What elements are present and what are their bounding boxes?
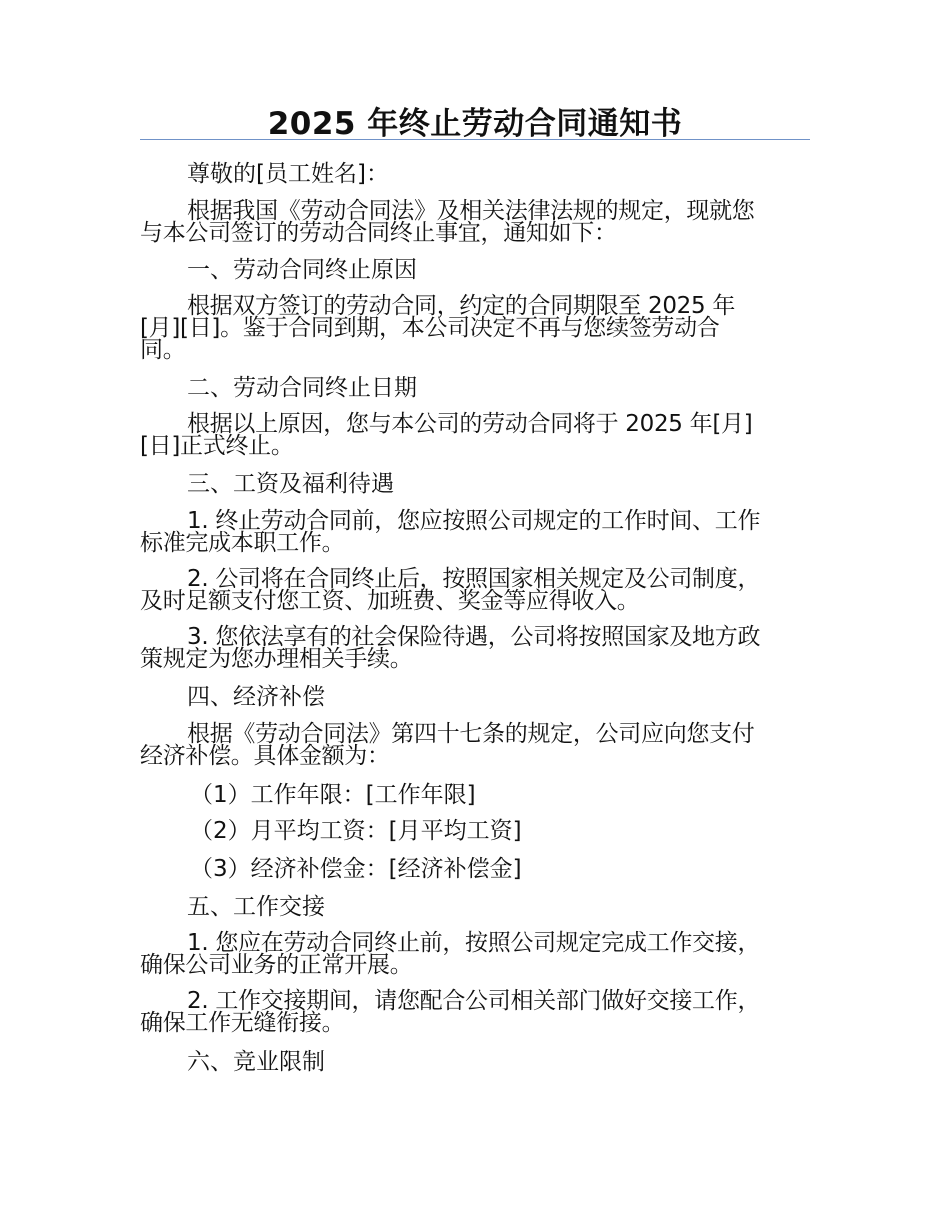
section-6-heading: 六、竞业限制 xyxy=(187,1049,325,1075)
intro-line-2: 与本公司签订的劳动合同终止事宜，通知如下： xyxy=(140,220,617,246)
section-4-item-1: （1）工作年限：[工作年限] xyxy=(190,782,476,808)
section-5-item-2-line-2: 确保工作无缝衔接。 xyxy=(140,1010,345,1036)
section-3-item-2-line-1: 2. 公司将在合同终止后，按照国家相关规定及公司制度， xyxy=(187,566,761,592)
section-2-heading: 二、劳动合同终止日期 xyxy=(187,375,417,401)
salutation: 尊敬的[员工姓名]： xyxy=(187,161,389,187)
section-3-item-3-line-1: 3. 您依法享有的社会保险待遇，公司将按照国家及地方政 xyxy=(187,624,761,650)
intro-paragraph xyxy=(140,200,820,244)
section-4-paragraph xyxy=(140,723,820,767)
section-2-paragraph xyxy=(140,413,820,457)
section-3-item-2-line-2: 及时足额支付您工资、加班费、奖金等应得收入。 xyxy=(140,588,640,614)
section-3-item-3 xyxy=(140,626,820,670)
section-5-item-2 xyxy=(140,990,820,1034)
section-3-item-3-line-2: 策规定为您办理相关手续。 xyxy=(140,646,413,672)
section-5-item-1 xyxy=(140,932,820,976)
title-underline xyxy=(140,139,810,140)
section-5-item-1-line-1: 1. 您应在劳动合同终止前，按照公司规定完成工作交接， xyxy=(187,930,761,956)
section-3-item-2 xyxy=(140,568,820,612)
section-1-line-1: 根据双方签订的劳动合同，约定的合同期限至 2025 年 xyxy=(187,293,736,319)
section-1-heading: 一、劳动合同终止原因 xyxy=(187,257,417,283)
section-4-line-2: 经济补偿。具体金额为： xyxy=(140,743,390,769)
section-5-item-1-line-2: 确保公司业务的正常开展。 xyxy=(140,952,413,978)
section-1-paragraph xyxy=(140,295,820,361)
section-4-heading: 四、经济补偿 xyxy=(187,684,325,710)
section-2-line-1: 根据以上原因，您与本公司的劳动合同将于 2025 年[月] xyxy=(187,411,753,437)
section-3-item-1-line-2: 标准完成本职工作。 xyxy=(140,530,345,556)
section-3-item-1-line-1: 1. 终止劳动合同前，您应按照公司规定的工作时间、工作 xyxy=(187,508,761,534)
section-5-item-2-line-1: 2. 工作交接期间，请您配合公司相关部门做好交接工作， xyxy=(187,988,761,1014)
section-4-item-2: （2）月平均工资：[月平均工资] xyxy=(190,818,522,844)
document-title: 2025 年终止劳动合同通知书 xyxy=(267,106,683,142)
section-3-heading: 三、工资及福利待遇 xyxy=(187,471,394,497)
section-4-line-1: 根据《劳动合同法》第四十七条的规定，公司应向您支付 xyxy=(187,721,755,747)
section-4-item-3: （3）经济补偿金：[经济补偿金] xyxy=(190,856,522,882)
intro-line-1: 根据我国《劳动合同法》及相关法律法规的规定，现就您 xyxy=(187,198,755,224)
section-2-line-2: [日]正式终止。 xyxy=(140,433,294,459)
section-1-line-2: [月][日]。鉴于合同到期，本公司决定不再与您续签劳动合 xyxy=(140,315,720,341)
section-1-line-3: 同。 xyxy=(140,337,186,363)
section-3-item-1 xyxy=(140,510,820,554)
section-5-heading: 五、工作交接 xyxy=(187,894,325,920)
